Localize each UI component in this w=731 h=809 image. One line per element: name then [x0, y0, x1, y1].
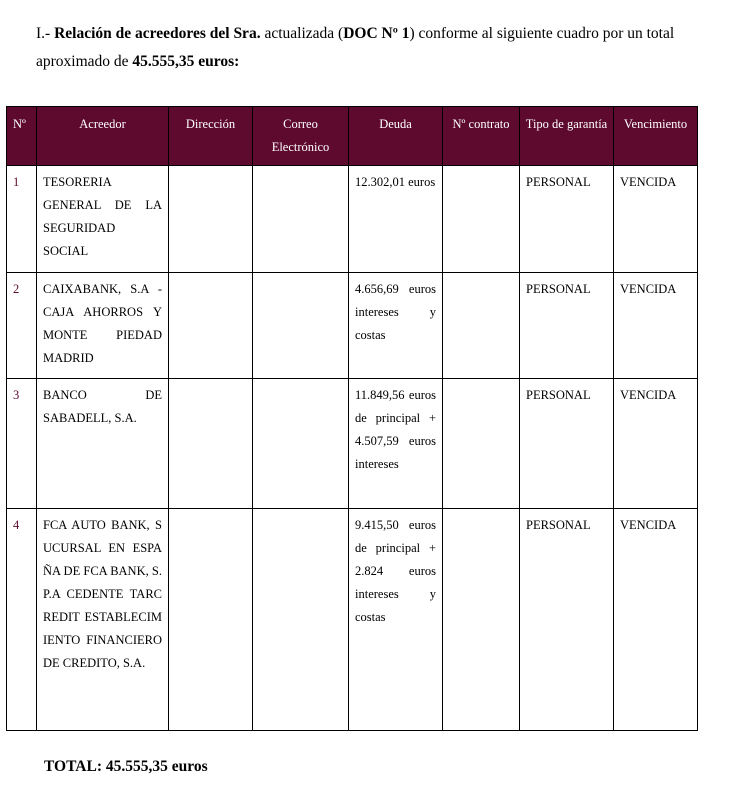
- table-row: [7, 509, 698, 731]
- row-guarantee: PERSONAL: [520, 273, 614, 379]
- header-due: Vencimiento: [614, 107, 698, 166]
- row-address: [169, 166, 253, 273]
- header-address: Dirección: [169, 107, 253, 166]
- row-due: VENCIDA: [614, 379, 698, 509]
- row-email: [253, 273, 349, 379]
- intro-bold-doc: DOC Nº 1: [343, 25, 410, 42]
- row-guarantee: PERSONAL: [520, 509, 614, 731]
- table-row: [7, 166, 698, 273]
- intro-text-2: ) conforme al siguiente cuadro por un total aproximado de: [36, 25, 675, 70]
- row-debt: 12.302,01 euros: [349, 166, 443, 273]
- header-guarantee: Tipo de garantía: [520, 107, 614, 166]
- header-debt: Deuda: [349, 107, 443, 166]
- header-email: Correo Electrónico: [253, 107, 349, 166]
- row-creditor: FCA AUTO BANK, SUCURSAL EN ESPAÑA DE FCA BANK, S.P.A CEDENTE TARCREDIT ESTABLECIMIENTO FINANCIERO DE CREDITO, S.A.: [37, 509, 169, 731]
- row-guarantee: PERSONAL: [520, 166, 614, 273]
- intro-bold-creditors: Relación de acreedores del Sra.: [54, 25, 261, 42]
- row-contract: [443, 379, 520, 509]
- intro-paragraph: [36, 20, 696, 76]
- row-address: [169, 273, 253, 379]
- row-address: [169, 509, 253, 731]
- table-row: [7, 273, 698, 379]
- header-contract: Nº contrato: [443, 107, 520, 166]
- row-address: [169, 379, 253, 509]
- row-num: 1: [7, 166, 37, 273]
- row-debt: 11.849,56 euros de principal + 4.507,59 euros intereses: [349, 379, 443, 509]
- row-creditor: BANCO DE SABADELL, S.A.: [37, 379, 169, 509]
- row-email: [253, 166, 349, 273]
- row-debt: 9.415,50 euros de principal + 2.824 euros intereses y costas: [349, 509, 443, 731]
- total-amount: TOTAL: 45.555,35 euros: [44, 758, 208, 775]
- row-debt: 4.656,69 euros intereses y costas: [349, 273, 443, 379]
- row-num: 4: [7, 509, 37, 731]
- row-num: 3: [7, 379, 37, 509]
- intro-text-1: actualizada (: [260, 25, 344, 42]
- row-contract: [443, 166, 520, 273]
- row-creditor: CAIXABANK, S.A - CAJA AHORROS Y MONTE PIEDAD MADRID: [37, 273, 169, 379]
- header-creditor: Acreedor: [37, 107, 169, 166]
- intro-bold-amount: 45.555,35 euros:: [132, 53, 240, 70]
- table-header-row: [7, 107, 698, 166]
- creditors-table: [6, 106, 698, 731]
- row-num: 2: [7, 273, 37, 379]
- row-due: VENCIDA: [614, 273, 698, 379]
- row-email: [253, 379, 349, 509]
- row-due: VENCIDA: [614, 509, 698, 731]
- row-guarantee: PERSONAL: [520, 379, 614, 509]
- row-creditor: TESORERIA GENERAL DE LA SEGURIDAD SOCIAL: [37, 166, 169, 273]
- row-email: [253, 509, 349, 731]
- row-due: VENCIDA: [614, 166, 698, 273]
- intro-prefix: I.-: [36, 25, 55, 42]
- table-row: [7, 379, 698, 509]
- row-contract: [443, 273, 520, 379]
- row-contract: [443, 509, 520, 731]
- header-num: Nº: [7, 107, 37, 166]
